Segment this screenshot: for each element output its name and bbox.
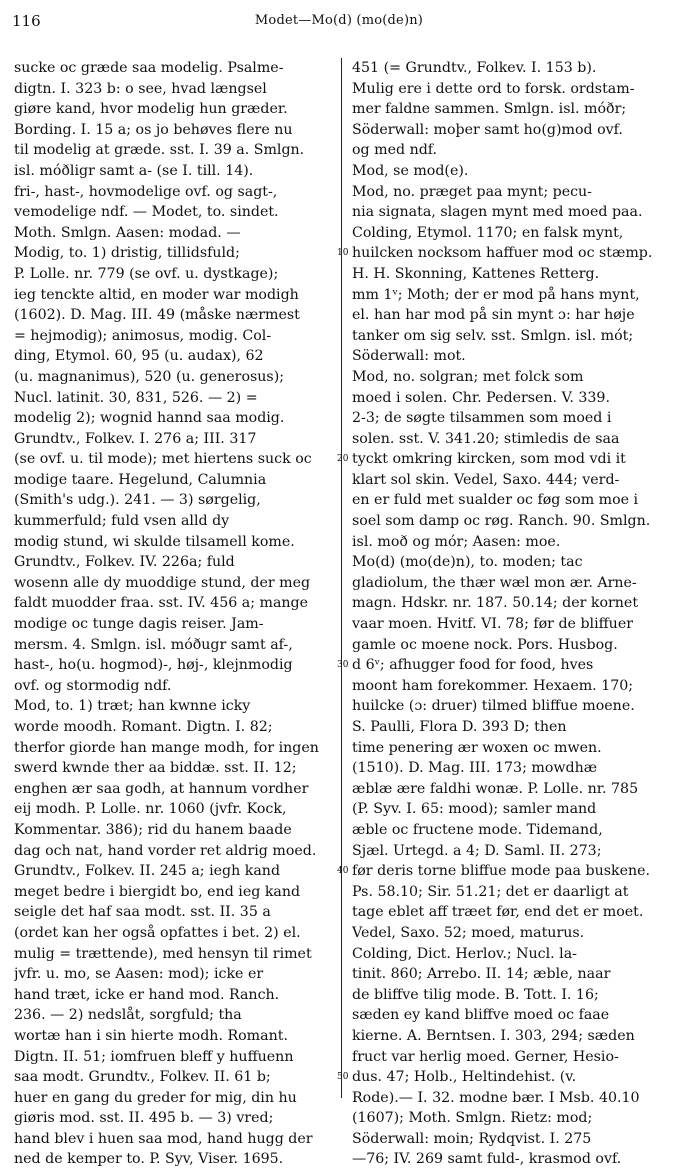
text-line: (ordet kan her også opfattes i bet. 2) el. — [14, 924, 301, 941]
text-line: S. Paulli, Flora D. 393 D; then — [352, 719, 567, 735]
text-line: giøre kand, hvor modelig hun græder. — [14, 101, 288, 118]
line-number: 30 — [337, 660, 349, 671]
text-line: isl. móðligr samt a- (se I. till. 14). — [14, 162, 254, 179]
text-line: Mod, no. præget paa mynt; pecu- — [352, 183, 592, 200]
text-line: (1607); Moth. Smlgn. Rietz: mod; — [352, 1110, 593, 1127]
text-line: Kommentar. 386); rid du hanem baade — [14, 821, 292, 838]
text-line: ned de kemper to. P. Syv, Viser. 1695. — [14, 1151, 284, 1168]
text-line: Mod, se mod(e). — [352, 162, 469, 179]
right-column — [352, 58, 672, 1170]
text-line: (1602). D. Mag. III. 49 (måske nærmest — [14, 307, 300, 324]
text-line: fri-, hast-, hovmodelige ovf. og sagt-, — [14, 183, 278, 200]
text-line: Digtn. II. 51; iomfruen bleff y huffuenn — [14, 1048, 294, 1065]
text-line: tanker om sig selv. sst. Smlgn. isl. mót; — [352, 327, 634, 344]
running-head: Modet—Mo(d) (mo(de)n) — [254, 13, 424, 28]
text-line: moed i solen. Chr. Pedersen. V. 339. — [352, 389, 610, 406]
text-line: dus. 47; Holb., Heltindehist. (v. — [352, 1069, 577, 1086]
text-line: til modelig at græde. sst. I. 39 a. Smlgn. — [14, 142, 305, 159]
text-line: fruct var herlig moed. Gerner, Hesio- — [352, 1048, 619, 1065]
text-line: Söderwall: moin; Rydqvist. I. 275 — [352, 1130, 592, 1147]
text-line: jvfr. u. mo, se Aasen: mod); icke er — [14, 966, 264, 983]
text-line: saa modt. Grundtv., Folkev. II. 61 b; — [14, 1069, 271, 1086]
text-line: —76; IV. 269 samt fuld-, krasmod ovf. — [352, 1151, 622, 1168]
text-line: vaar moen. Hvitf. VI. 78; før de bliffuer — [352, 616, 633, 633]
text-line: huilcke (ɔ: druer) tilmed bliffue moene. — [352, 698, 635, 715]
text-line: (1510). D. Mag. III. 173; mowdhæ — [352, 760, 598, 777]
text-line: æble oc fructene mode. Tidemand, — [352, 821, 603, 838]
text-line: ieg tenckte altid, en moder war modigh — [14, 286, 299, 303]
text-line: Colding, Etymol. 1170; en falsk mynt, — [352, 224, 624, 241]
column-divider — [341, 58, 342, 1098]
text-line: tyckt omkring kircken, som mod vdi it — [352, 451, 626, 468]
text-line: eij modh. P. Lolle. nr. 1060 (jvfr. Kock, — [14, 801, 287, 818]
text-line: tage eblet aff træet før, end det er moet. — [352, 904, 644, 921]
text-line: kummerfuld; fuld vsen alld dy — [14, 513, 230, 530]
text-line: sucke oc græde saa modelig. Psalme- — [14, 60, 284, 76]
text-line: æblæ ære faldhi wonæ. P. Lolle. nr. 785 — [352, 780, 639, 797]
left-column — [14, 58, 334, 1170]
text-line: worde moodh. Romant. Digtn. I. 82; — [14, 719, 273, 735]
text-line: H. H. Skonning, Kattenes Retterg. — [352, 265, 600, 282]
text-line: gladiolum, the thær wæl mon ær. Arne- — [352, 574, 637, 591]
line-number: 10 — [337, 248, 349, 259]
text-line: Grundtv., Folkev. II. 245 a; iegh kand — [14, 863, 281, 880]
text-line: en er fuld met sualder oc føg som moe i — [352, 492, 639, 509]
text-line: Söderwall: moþer samt ho(g)mod ovf. — [352, 121, 623, 138]
line-number: 50 — [337, 1072, 349, 1083]
text-line: Mod, no. solgran; met folck som — [352, 368, 584, 385]
page-header — [0, 0, 678, 40]
text-line: Modig, to. 1) dristig, tillidsfuld; — [14, 245, 240, 262]
text-line: (u. magnanimus), 520 (u. generosus); — [14, 368, 285, 385]
page-number: 116 — [12, 12, 41, 30]
text-line: = hejmodig); animosus, modig. Col- — [14, 327, 272, 344]
text-line: Rode).— I. 32. modne bær. I Msb. 40.10 — [352, 1089, 640, 1106]
text-line: mersm. 4. Smlgn. isl. móðugr samt af-, — [14, 636, 293, 653]
text-line: Grundtv., Folkev. I. 276 a; III. 317 — [14, 430, 257, 447]
text-line: før deris torne bliffue mode paa buskene. — [352, 863, 651, 880]
text-line: therfor giorde han mange modh, for ingen — [14, 739, 319, 756]
text-line: klart sol skin. Vedel, Saxo. 444; verd- — [352, 471, 620, 488]
text-line: (Smith's udg.). 241. — 3) sørgelig, — [14, 492, 261, 509]
text-line: wortæ han i sin hierte modh. Romant. — [14, 1027, 288, 1044]
text-line: mm 1ᵛ; Moth; der er mod på hans mynt, — [352, 286, 640, 303]
text-line: vemodelige ndf. — Modet, to. sindet. — [14, 204, 279, 221]
text-line: 451 (= Grundtv., Folkev. I. 153 b). — [352, 60, 597, 76]
text-line: (se ovf. u. til mode); met hiertens suck oc — [14, 451, 312, 468]
line-number: 20 — [337, 454, 349, 465]
text-line: Colding, Dict. Herlov.; Nucl. la- — [352, 945, 577, 962]
text-line: Mo(d) (mo(de)n), to. moden; tac — [352, 554, 583, 571]
text-line: faldt muodder fraa. sst. IV. 456 a; mange — [14, 595, 309, 612]
text-line: (P. Syv. I. 65: mood); samler mand — [352, 801, 597, 818]
text-line: dag och nat, hand vorder ret aldrig moed. — [14, 842, 317, 859]
text-line: kierne. A. Berntsen. I. 303, 294; sæden — [352, 1027, 635, 1044]
text-line: Grundtv., Folkev. IV. 226a; fuld — [14, 554, 235, 571]
text-line: Moth. Smlgn. Aasen: modad. — — [14, 224, 241, 241]
text-line: ovf. og stormodig ndf. — [14, 677, 172, 694]
text-line: magn. Hdskr. nr. 187. 50.14; der kornet — [352, 595, 639, 612]
text-line: hand træt, icke er hand mod. Ranch. — [14, 986, 280, 1003]
text-line: d 6ᵛ; afhugger food for food, hves — [352, 657, 594, 674]
text-line: mulig = trættende), med hensyn til rimet — [14, 945, 312, 962]
text-line: isl. moð og mór; Aasen: moe. — [352, 533, 561, 550]
text-line: Bording. I. 15 a; os jo behøves flere nu — [14, 121, 293, 138]
text-line: modige taare. Hegelund, Calumnia — [14, 471, 267, 488]
text-line: nia signata, slagen mynt med moed paa. — [352, 204, 643, 221]
text-line: mer faldne sammen. Smlgn. isl. móðr; — [352, 101, 627, 118]
text-line: Mulig ere i dette ord to forsk. ordstam- — [352, 80, 635, 97]
text-line: modelig 2); wognid hannd saa modig. — [14, 410, 285, 427]
text-line: Mod, to. 1) træt; han kwnne icky — [14, 698, 251, 715]
text-line: de bliffve tilig mode. B. Tott. I. 16; — [352, 986, 599, 1003]
text-line: og med ndf. — [352, 142, 438, 159]
text-line: seigle det haf saa modt. sst. II. 35 a — [14, 904, 271, 921]
text-line: Nucl. latinit. 30, 831, 526. — 2) = — [14, 389, 258, 406]
text-line: tinit. 860; Arrebo. II. 14; æble, naar — [352, 966, 611, 983]
text-line: modige oc tunge dagis reiser. Jam- — [14, 616, 264, 633]
text-line: 2-3; de søgte tilsammen som moed i — [352, 410, 612, 427]
text-line: Sjæl. Urtegd. a 4; D. Saml. II. 273; — [352, 842, 602, 859]
text-line: soel som damp oc røg. Ranch. 90. Smlgn. — [352, 513, 651, 530]
text-line: swerd kwnde ther aa biddæ. sst. II. 12; — [14, 760, 297, 777]
text-line: moont ham forekommer. Hexaem. 170; — [352, 677, 634, 694]
text-line: meget bedre i biergidt bo, end ieg kand — [14, 883, 301, 900]
text-line: giøris mod. sst. II. 495 b. — 3) vred; — [14, 1110, 274, 1127]
text-line: hast-, ho(u. hogmod)-, høj-, klejnmodig — [14, 657, 293, 674]
text-line: time penering ær woxen oc mwen. — [352, 739, 602, 756]
text-line: hand blev i huen saa mod, hand hugg der — [14, 1130, 313, 1147]
text-line: huer en gang du greder for mig, din hu — [14, 1089, 297, 1106]
text-line: digtn. I. 323 b: o see, hvad længsel — [14, 80, 267, 97]
text-line: modig stund, wi skulde tilsamell kome. — [14, 533, 295, 550]
line-number: 40 — [337, 866, 349, 877]
text-line: wosenn alle dy muoddige stund, der meg — [14, 574, 311, 591]
text-line: ding, Etymol. 60, 95 (u. audax), 62 — [14, 348, 264, 365]
text-line: Vedel, Saxo. 52; moed, maturus. — [352, 924, 585, 941]
text-line: huilcken nocksom haffuer mod oc stæmp. — [352, 245, 653, 262]
text-line: 236. — 2) nedslåt, sorgfuld; tha — [14, 1007, 242, 1024]
text-line: sæden ey kand bliffve moed oc faae — [352, 1007, 610, 1024]
text-line: el. han har mod på sin mynt ɔ: har høje — [352, 307, 635, 324]
text-line: Söderwall: mot. — [352, 348, 466, 365]
text-line: gamle oc moene nock. Pors. Husbog. — [352, 636, 618, 653]
text-line: Ps. 58.10; Sir. 51.21; det er daarligt at — [352, 883, 629, 900]
text-line: solen. sst. V. 341.20; stimledis de saa — [352, 430, 620, 447]
text-line: P. Lolle. nr. 779 (se ovf. u. dystkage); — [14, 265, 279, 282]
text-line: enghen ær saa godh, at hannum vordher — [14, 780, 309, 797]
